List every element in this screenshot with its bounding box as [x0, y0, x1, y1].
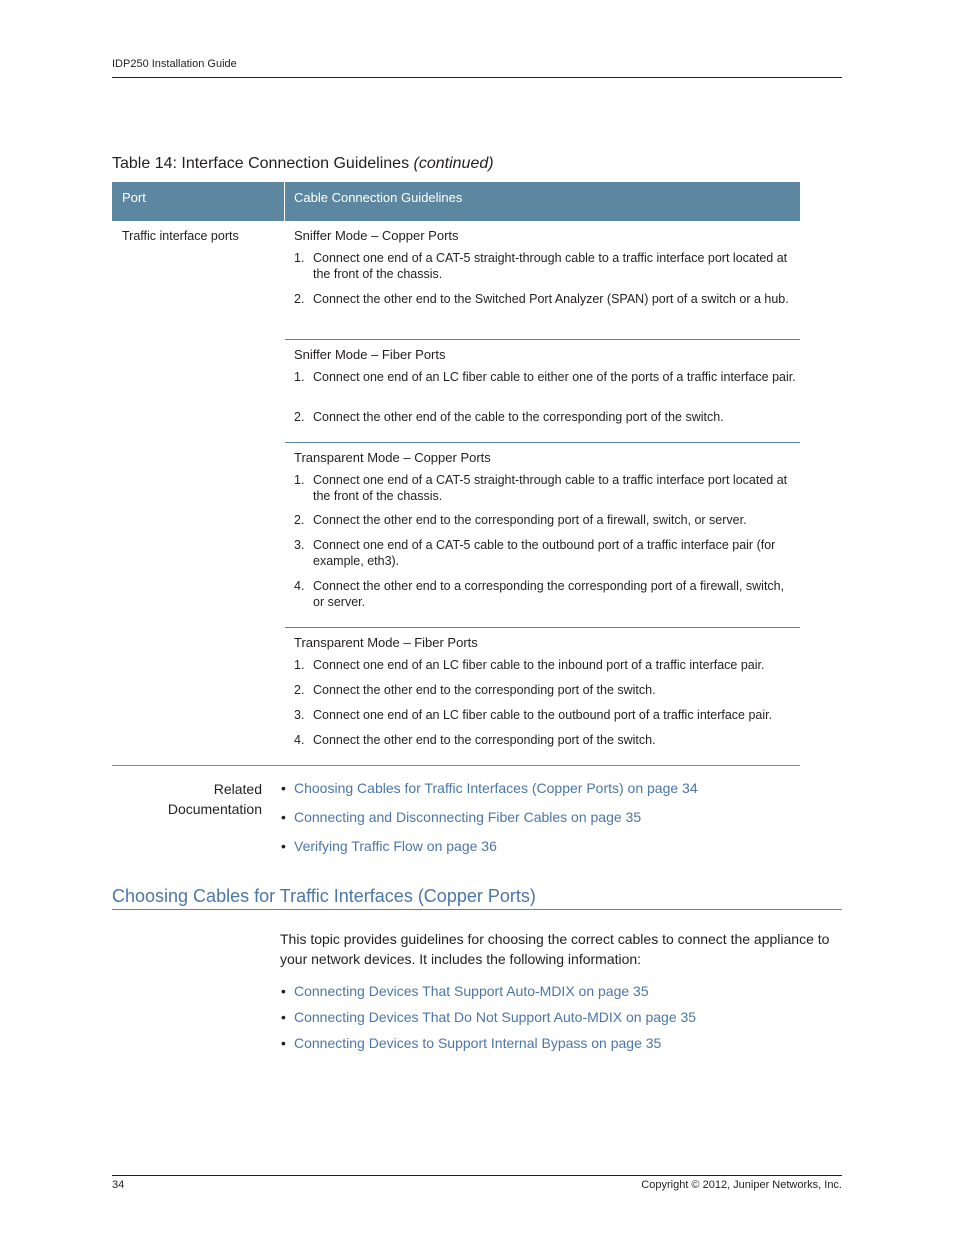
section-heading-text: Choosing Cables for Traffic Interfaces (Copper Ports)	[112, 886, 536, 906]
table-caption-main: Table 14: Interface Connection Guidelines	[112, 155, 414, 172]
link-text[interactable]: Connecting Devices That Do Not Support Auto-MDIX on page 35	[294, 1009, 697, 1025]
item-number: 2.	[294, 292, 305, 306]
item-text: Connect the other end to the corresponding port of a firewall, switch, or server.	[313, 513, 747, 527]
link-text[interactable]: Connecting Devices to Support Internal Bypass on page 35	[294, 1035, 662, 1051]
related-label-line2: Documentation	[167, 801, 262, 817]
guide-title: IDP250 Installation Guide	[112, 58, 237, 70]
section-heading	[112, 886, 842, 910]
item-text: Connect one end of an LC fiber cable to either one of the ports of a traffic interface pair.	[313, 370, 796, 384]
item-number: 2.	[294, 683, 305, 697]
item-number: 4.	[294, 579, 305, 593]
section-sniffer-copper	[285, 221, 800, 339]
intro-paragraph: This topic provides guidelines for choosing the correct cables to connect the appliance to your network devices. It includes the following information:	[280, 931, 830, 967]
bullet: •	[281, 1035, 286, 1051]
table-header-row	[112, 182, 800, 221]
item-number: 1.	[294, 251, 305, 265]
column-divider	[284, 182, 285, 221]
section-title: Sniffer Mode – Copper Ports	[294, 228, 459, 243]
item-text: Connect the other end to the corresponding port of the switch.	[313, 733, 656, 747]
column-header-guidelines: Cable Connection Guidelines	[294, 190, 463, 205]
section-transparent-fiber	[285, 627, 800, 766]
section-title: Sniffer Mode – Fiber Ports	[294, 347, 446, 362]
link-text[interactable]: Connecting and Disconnecting Fiber Cables on page 35	[294, 809, 642, 825]
table-caption-continued: (continued)	[413, 155, 494, 172]
related-label-line1: Related	[213, 781, 262, 797]
port-cell: Traffic interface ports	[122, 229, 239, 243]
bullet: •	[281, 809, 286, 825]
page-footer	[112, 1175, 842, 1196]
item-text: Connect one end of an LC fiber cable to the outbound port of a traffic interface pair.	[313, 708, 773, 722]
item-number: 3.	[294, 708, 305, 722]
column-header-port: Port	[122, 190, 146, 205]
page-number: 34	[112, 1179, 125, 1191]
item-number: 3.	[294, 538, 305, 552]
item-number: 1.	[294, 658, 305, 672]
item-number: 4.	[294, 733, 305, 747]
section-title: Transparent Mode – Copper Ports	[294, 450, 491, 465]
item-text: Connect the other end of the cable to the corresponding port of the switch.	[313, 410, 724, 424]
bullet: •	[281, 983, 286, 999]
section-title: Transparent Mode – Fiber Ports	[294, 635, 478, 650]
item-number: 1.	[294, 473, 305, 487]
link-text[interactable]: Connecting Devices That Support Auto-MDIX on page 35	[294, 983, 649, 999]
table-body-row	[112, 221, 800, 766]
item-text: Connect one end of a CAT-5 cable to the outbound port of a traffic interface pair (for example, eth3).	[313, 538, 776, 568]
item-text: Connect one end of a CAT-5 straight-through cable to a traffic interface port located at the front of the chassis.	[313, 251, 788, 281]
related-documentation-label	[150, 779, 262, 819]
interface-connection-table	[112, 182, 800, 766]
bullet: •	[281, 838, 286, 854]
item-number: 1.	[294, 370, 305, 384]
copyright: Copyright © 2012, Juniper Networks, Inc.	[641, 1179, 842, 1191]
item-text: Connect the other end to the corresponding port of the switch.	[313, 683, 656, 697]
table-caption	[112, 155, 494, 173]
bullet: •	[281, 780, 286, 796]
item-text: Connect the other end to a corresponding the corresponding port of a firewall, switch, or server.	[313, 579, 785, 609]
bullet: •	[281, 1009, 286, 1025]
item-number: 2.	[294, 410, 305, 424]
item-number: 2.	[294, 513, 305, 527]
item-text: Connect one end of an LC fiber cable to the inbound port of a traffic interface pair.	[313, 658, 765, 672]
section-transparent-copper	[285, 442, 800, 628]
running-header	[112, 58, 842, 78]
item-text: Connect one end of a CAT-5 straight-through cable to a traffic interface port located at the front of the chassis.	[313, 473, 788, 503]
item-text: Connect the other end to the Switched Port Analyzer (SPAN) port of a switch or a hub.	[313, 292, 789, 306]
link-text[interactable]: Choosing Cables for Traffic Interfaces (Copper Ports) on page 34	[294, 780, 698, 796]
section-sniffer-fiber	[285, 339, 800, 443]
link-text[interactable]: Verifying Traffic Flow on page 36	[294, 838, 497, 854]
